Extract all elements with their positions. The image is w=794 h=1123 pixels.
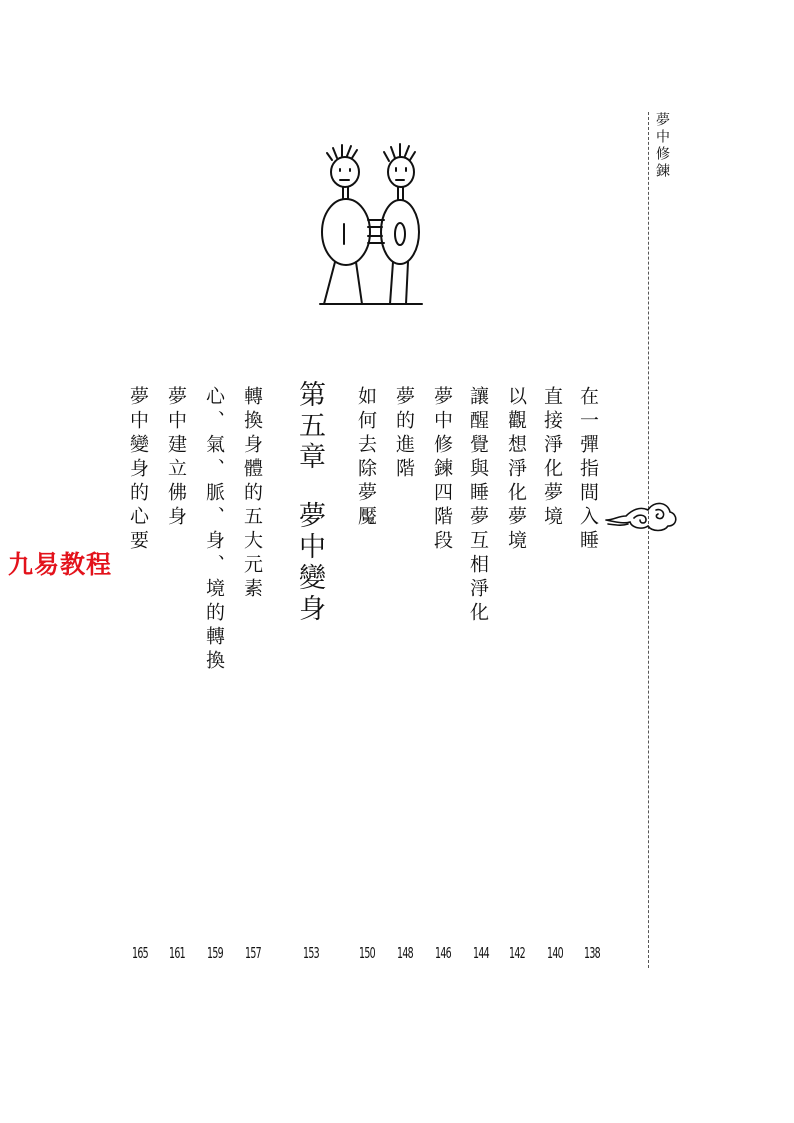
watermark: 九易教程 bbox=[8, 550, 113, 579]
margin-divider bbox=[648, 112, 649, 968]
toc-entry-title: 直接淨化夢境 bbox=[541, 386, 563, 530]
toc-page-number: 157 bbox=[245, 944, 261, 962]
toc-entry-title: 夢的進階 bbox=[393, 386, 415, 482]
toc-page-number: 142 bbox=[509, 944, 525, 962]
toc-entry-title: 以觀想淨化夢境 bbox=[505, 386, 527, 554]
cloud-ornament-icon bbox=[604, 496, 680, 536]
toc-page-number: 148 bbox=[397, 944, 413, 962]
toc-entry-title: 在一彈指間入睡 bbox=[577, 386, 599, 554]
toc-entry-title: 轉換身體的五大元素 bbox=[241, 386, 263, 602]
chapter-title: 夢中變身 bbox=[294, 501, 325, 625]
two-figures-illustration bbox=[300, 140, 440, 315]
chapter-number: 第五章 bbox=[294, 380, 325, 473]
toc-page-number: 144 bbox=[473, 944, 489, 962]
toc-page-number: 161 bbox=[169, 944, 185, 962]
toc-page-number: 138 bbox=[584, 944, 600, 962]
toc-entry-title: 夢中變身的心要 bbox=[127, 386, 149, 554]
toc-entry-title: 如何去除夢魘 bbox=[355, 386, 377, 530]
toc-entry-title: 夢中建立佛身 bbox=[165, 386, 187, 530]
toc-page-number: 159 bbox=[207, 944, 223, 962]
toc-entry-title: 心、氣、脈、身、境的轉換 bbox=[203, 386, 225, 674]
toc-page-number: 165 bbox=[132, 944, 148, 962]
chapter-heading bbox=[294, 380, 324, 625]
toc-entry-title: 讓醒覺與睡夢互相淨化 bbox=[467, 386, 489, 626]
toc-page-number: 140 bbox=[547, 944, 563, 962]
toc-page-number: 150 bbox=[359, 944, 375, 962]
toc-entry-title: 夢中修鍊四階段 bbox=[431, 386, 453, 554]
running-header: 夢中修鍊 bbox=[654, 112, 670, 180]
toc-page-number: 146 bbox=[435, 944, 451, 962]
toc-page-number: 153 bbox=[303, 944, 319, 962]
